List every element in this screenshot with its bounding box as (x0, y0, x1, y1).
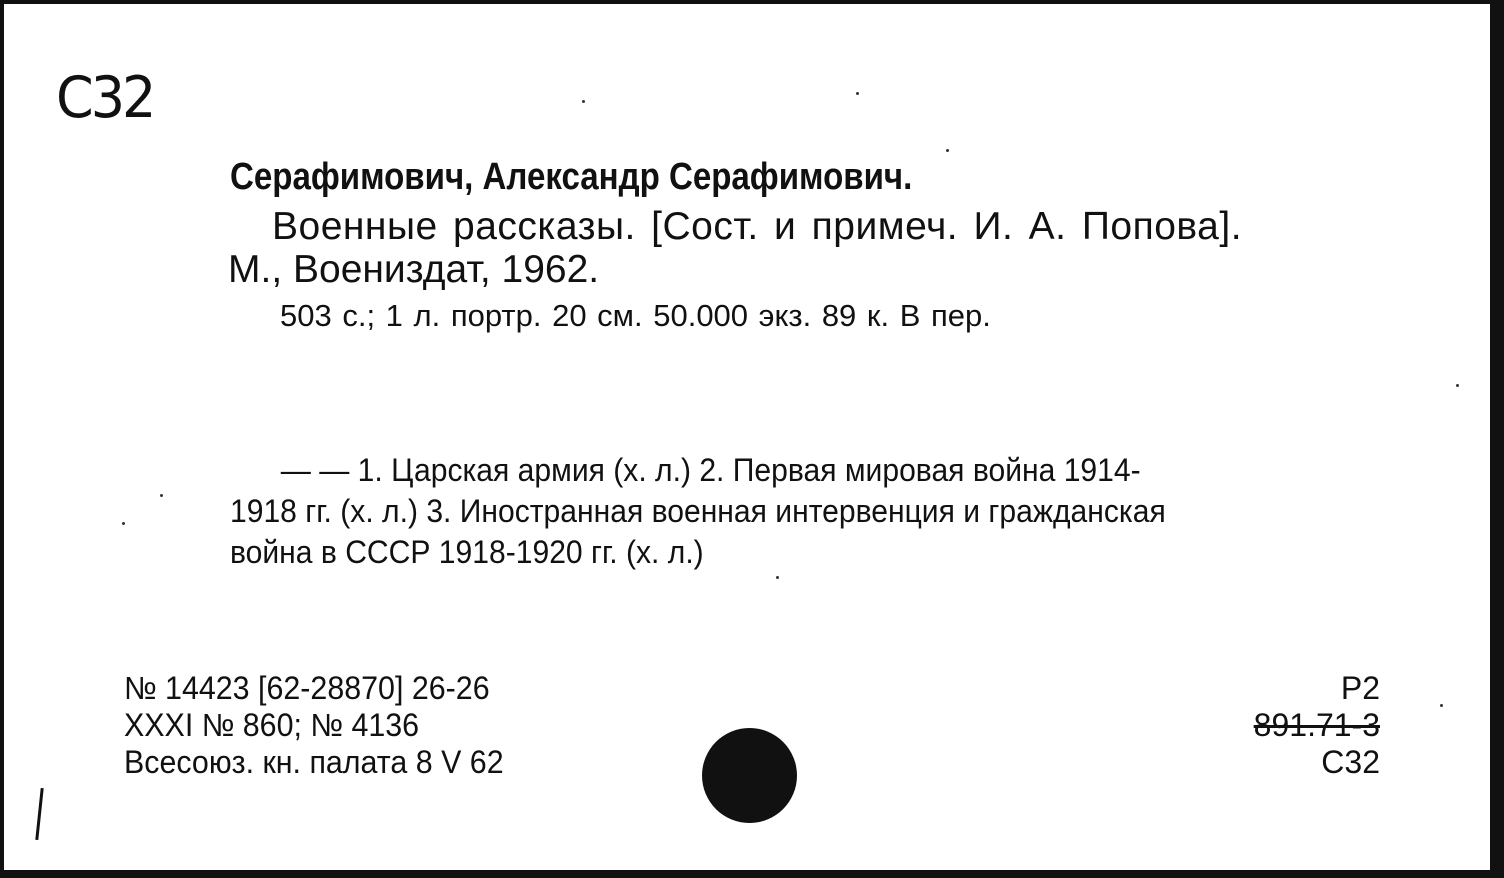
imprint: М., Воениздат, 1962. (228, 248, 600, 291)
dust-speck (160, 494, 163, 497)
registration-line: Всесоюз. кн. палата 8 V 62 (124, 744, 504, 780)
subject-line: — — 1. Царская армия (х. л.) 2. Первая мировая война 1914- (280, 452, 1141, 488)
handwritten-shelf-code: C32 (56, 64, 154, 131)
dust-speck (1440, 704, 1443, 707)
author-heading: Серафимович, Александр Серафимович. (230, 156, 913, 198)
classification-block (1254, 670, 1380, 781)
collation: 503 с.; 1 л. портр. 20 см. 50.000 экз. 89 к. В пер. (280, 298, 991, 333)
dust-speck (1456, 384, 1459, 387)
title-statement: Военные рассказы. [Сост. и примеч. И. А. Попова]. (272, 205, 1243, 248)
classification-author-mark: С32 (1321, 744, 1380, 780)
subject-line: война в СССР 1918-1920 гг. (х. л.) (230, 534, 704, 570)
dust-speck (856, 92, 859, 95)
subject-headings (230, 450, 1396, 573)
dust-speck (946, 149, 949, 152)
registration-line: № 14423 [62-28870] 26-26 (124, 670, 490, 706)
subject-line: 1918 гг. (х. л.) 3. Иностранная военная интервенция и гражданская (230, 493, 1166, 529)
punch-hole (702, 728, 797, 823)
classification-udc: 891.71-3 (1253, 707, 1380, 743)
classification-index: Р2 (1340, 670, 1380, 706)
registration-line: XXXI № 860; № 4136 (124, 707, 420, 743)
dust-speck (776, 576, 779, 579)
dust-speck (582, 100, 585, 103)
dust-speck (122, 522, 125, 525)
pencil-mark (35, 788, 43, 840)
registration-block (124, 670, 504, 781)
